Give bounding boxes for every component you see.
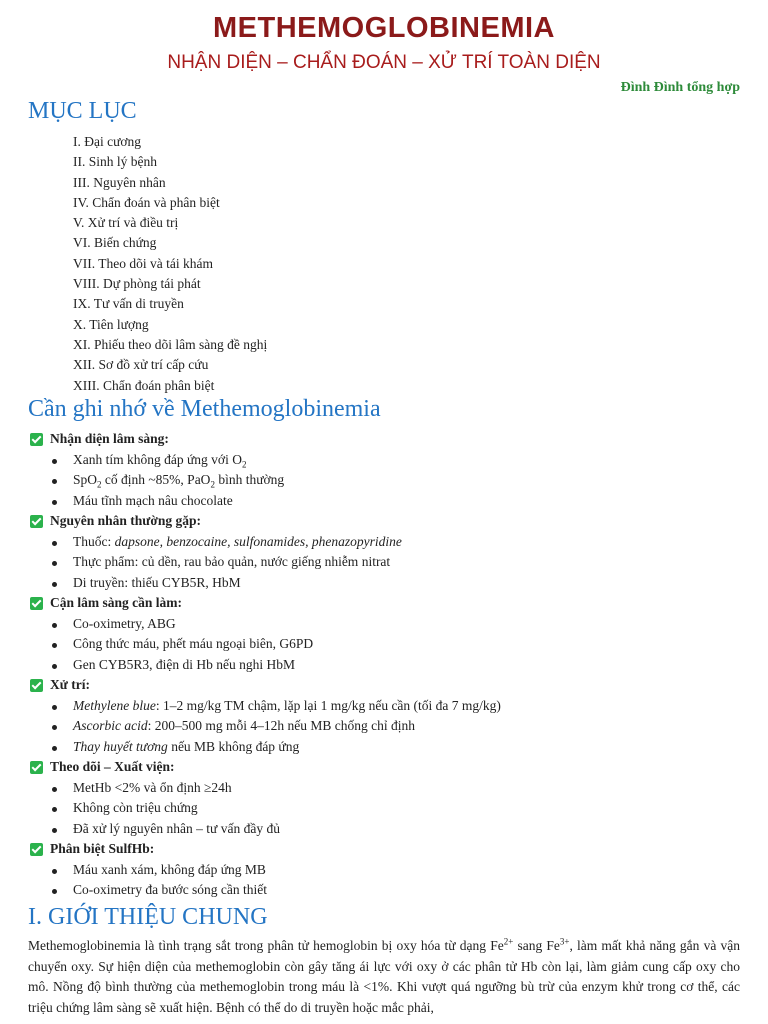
group-title: Nhận diện lâm sàng: (50, 431, 169, 447)
list-item: Thực phẩm: củ dền, rau bảo quản, nước giếng nhiễm nitrat (30, 552, 750, 573)
list-item: Thuốc: dapsone, benzocaine, sulfonamides, phenazopyridine (30, 532, 750, 553)
list-item: SpO$_2$ cố định ~85%, PaO$_2$ bình thường (30, 470, 750, 491)
list-item: Methylene blue: 1–2 mg/kg TM chậm, lặp lại 1 mg/kg nếu cần (tối đa 7 mg/kg) (30, 696, 750, 717)
toc-item[interactable]: X. Tiên lượng (73, 316, 149, 332)
check-icon (30, 515, 43, 528)
remember-heading: Cần ghi nhớ về Methemoglobinemia (28, 396, 381, 422)
list-item: Thay huyết tương nếu MB không đáp ứng (30, 737, 750, 758)
list-item: Công thức máu, phết máu ngoại biên, G6PD (30, 634, 750, 655)
remember-section (30, 429, 750, 901)
list-item: Gen CYB5R3, điện di Hb nếu nghi HbM (30, 655, 750, 676)
group-followup (30, 757, 750, 839)
list-item: Di truyền: thiếu CYB5R, HbM (30, 573, 750, 594)
toc-item[interactable]: VIII. Dự phòng tái phát (73, 276, 201, 292)
table-of-contents (73, 132, 267, 396)
group-treatment (30, 675, 750, 757)
toc-item[interactable]: IX. Tư vấn di truyền (73, 296, 184, 312)
list-item: Máu xanh xám, không đáp ứng MB (30, 860, 750, 881)
toc-item[interactable]: XI. Phiếu theo dõi lâm sàng đề nghị (73, 336, 268, 352)
list-item: Đã xử lý nguyên nhân – tư vấn đầy đủ (30, 819, 750, 840)
toc-item[interactable]: II. Sinh lý bệnh (73, 154, 157, 170)
list-item: Co-oximetry đa bước sóng cần thiết (30, 880, 750, 901)
list-item: Không còn triệu chứng (30, 798, 750, 819)
toc-item[interactable]: VII. Theo dõi và tái khám (73, 255, 213, 271)
group-title: Phân biệt SulfHb: (50, 841, 155, 857)
check-icon (30, 433, 43, 446)
toc-heading: MỤC LỤC (28, 98, 137, 124)
list-item: Ascorbic acid: 200–500 mg mỗi 4–12h nếu MB chống chỉ định (30, 716, 750, 737)
group-labs (30, 593, 750, 675)
author-credit: Đình Đình tổng hợp (620, 80, 740, 95)
group-title: Theo dõi – Xuất viện: (50, 759, 175, 775)
group-title: Nguyên nhân thường gặp: (50, 513, 201, 529)
group-causes (30, 511, 750, 593)
check-icon (30, 843, 43, 856)
group-title: Xử trí: (50, 677, 90, 693)
toc-item[interactable]: V. Xử trí và điều trị (73, 215, 179, 231)
check-icon (30, 597, 43, 610)
toc-item[interactable]: XII. Sơ đồ xử trí cấp cứu (73, 357, 209, 373)
toc-item[interactable]: III. Nguyên nhân (73, 174, 166, 190)
document-subtitle: NHẬN DIỆN – CHẨN ĐOÁN – XỬ TRÍ TOÀN DIỆN (167, 52, 601, 73)
toc-item[interactable]: IV. Chẩn đoán và phân biệt (73, 194, 220, 210)
intro-paragraph: Methemoglobinemia là tình trạng sắt trong phân tử hemoglobin bị oxy hóa từ dạng $Fe^{2+}$ sang $Fe^{3+}$, làm mất khả năng gắn và vận chuyển oxy. Sự hiện diện của methemoglobin còn gây tăng ái lực với oxy ở các phân tử Hb còn lại, làm giảm cung cấp oxy cho mô. Nồng độ bình thường của methemoglobin trong máu là <1%. Khi vượt quá ngưỡng bù trừ của enzym khử trong cơ thể, các triệu chứng lâm sàng sẽ xuất hiện. Bệnh có thể do di truyền hoặc mắc phải, (28, 936, 740, 1015)
intro-heading: I. GIỚI THIỆU CHUNG (28, 904, 268, 930)
list-item: Co-oximetry, ABG (30, 614, 750, 635)
group-clinical (30, 429, 750, 511)
toc-item[interactable]: I. Đại cương (73, 134, 142, 149)
check-icon (30, 679, 43, 692)
toc-item[interactable]: VI. Biến chứng (73, 235, 157, 251)
document-title: METHEMOGLOBINEMIA (213, 12, 555, 44)
toc-item[interactable]: XIII. Chẩn đoán phân biệt (73, 377, 215, 393)
list-item: Xanh tím không đáp ứng với $O_2$ (30, 450, 750, 471)
check-icon (30, 761, 43, 774)
list-item: Máu tĩnh mạch nâu chocolate (30, 491, 750, 512)
group-sulfhb (30, 839, 750, 901)
list-item: MetHb <2% và ổn định ≥24h (30, 778, 750, 799)
group-title: Cận lâm sàng cần làm: (50, 595, 183, 611)
